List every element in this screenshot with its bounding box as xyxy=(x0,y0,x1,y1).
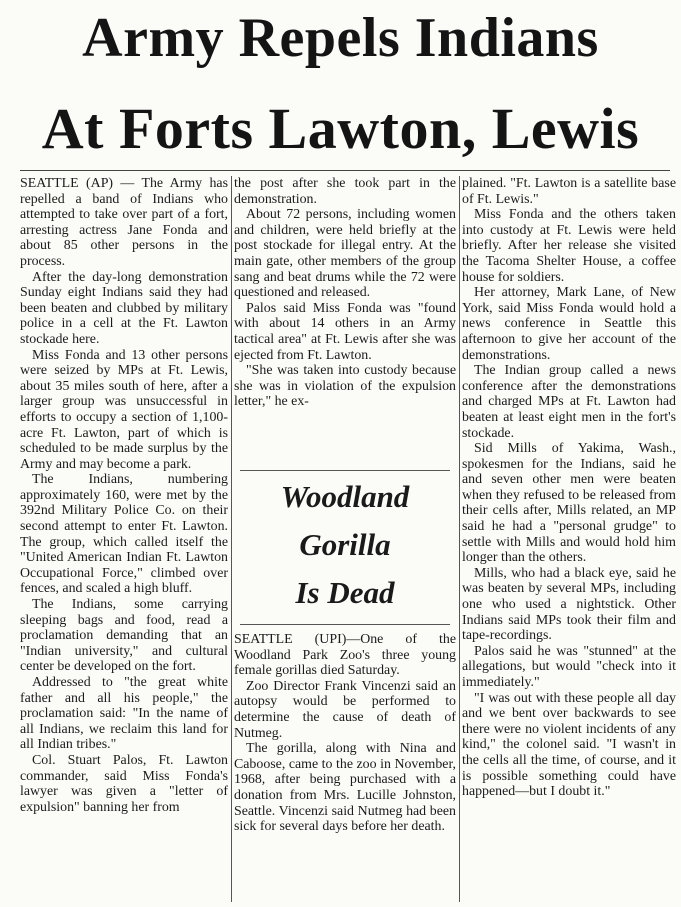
sidebar-headline-line-3: Is Dead xyxy=(295,575,395,610)
story-column-3 xyxy=(462,176,676,906)
story-paragraph: The Indians, some carrying sleeping bags and food, read a proclamation demanding that an "Indian university," and cultural center be developed on the fort. xyxy=(20,597,228,675)
column-divider-2 xyxy=(459,176,460,902)
story-paragraph: The Indians, numbering approximately 160, were met by the 392nd Military Police Co. on their second attempt to enter Ft. Lawton. The group, which called itself the "United American Indian Ft. Lawton Occupational Force," climbed over fences, and scaled a high bluff. xyxy=(20,472,228,597)
story-paragraph: About 72 persons, including women and children, were held briefly at the post stockade for illegal entry. At the main gate, other members of the group sang and beat drums while the 72 were questioned and released. xyxy=(234,207,456,301)
story-paragraph: "I was out with these people all day and we bent over backwards to see there were no violent incidents of any kind," the colonel said. "I wasn't in the cells all the time, of course, and it is possible something could have happened—but I doubt it." xyxy=(462,690,676,800)
story-paragraph: SEATTLE (AP) — The Army has repelled a band of Indians who attempted to take over part of a fort, arresting actress Jane Fonda and about 85 other persons in the process. xyxy=(20,176,228,269)
sidebar-paragraph: Zoo Director Frank Vincenzi said an autopsy would be performed to determine the cause of death of Nutmeg. xyxy=(234,678,456,741)
story-paragraph: "She was taken into custody because she was in violation of the expulsion letter," he ex- xyxy=(234,363,456,410)
story-paragraph: plained. "Ft. Lawton is a satellite base of Ft. Lewis." xyxy=(462,176,676,207)
story-paragraph: Col. Stuart Palos, Ft. Lawton commander, said Miss Fonda's lawyer was given a "letter of expulsion" banning her from xyxy=(20,752,228,815)
column-divider-1 xyxy=(231,176,232,902)
headline-line-2: At Forts Lawton, Lewis xyxy=(41,96,640,161)
story-paragraph: Palos said he was "stunned" at the allegations, but would "check into it immediately." xyxy=(462,643,676,690)
story-paragraph: Her attorney, Mark Lane, of New York, said Miss Fonda would hold a news conference in Seattle this afternoon to give her account of the demonstrations. xyxy=(462,285,676,363)
sidebar-paragraph: SEATTLE (UPI)—One of the Woodland Park Zoo's three young female gorillas died Saturday. xyxy=(234,632,456,679)
sidebar-headline-line-2: Gorilla xyxy=(299,527,391,562)
story-paragraph: Mills, who had a black eye, said he was beaten by several MPs, including one who used a nightstick. Other Indians said MPs took their film and tape-recordings. xyxy=(462,565,676,644)
story-paragraph: Addressed to "the great white father and all his people," the proclamation said: "In the name of all Indians, we reclaim this land for all Indian tribes." xyxy=(20,675,228,753)
story-paragraph: After the day-long demonstration Sunday eight Indians said they had been beaten and clubbed by military police in a cell at the Ft. Lawton stockade here. xyxy=(20,269,228,347)
story-paragraph: Miss Fonda and the others taken into custody at Ft. Lewis were held briefly. After her release she visited the Tacoma Shelter House, a coffee house for soldiers. xyxy=(462,207,676,285)
story-paragraph: Palos said Miss Fonda was "found with about 14 others in an Army tactical area" at Ft. Lewis after she was ejected from Ft. Lawton. xyxy=(234,300,456,363)
sidebar-bottom-rule xyxy=(240,624,450,625)
story-paragraph: the post after she took part in the demonstration. xyxy=(234,176,456,207)
story-paragraph: Sid Mills of Yakima, Wash., spokesmen for the Indians, said he and seven other men were beaten when they refused to be released from their cells after, Mills related, an MP said he had a "personal grudge" to settle with Mills and would hold him longer than the others. xyxy=(462,441,676,566)
story-paragraph: The Indian group called a news conference after the demonstrations and charged MPs at Ft. Lawton had beaten at least eight men in the fort's stockade. xyxy=(462,363,676,441)
sidebar-headline-line-1: Woodland xyxy=(280,479,410,514)
sidebar-top-rule xyxy=(240,470,450,471)
story-column-1 xyxy=(20,176,228,906)
headline-line-1: Army Repels Indians xyxy=(82,7,599,69)
story-column-2 xyxy=(234,176,456,476)
story-paragraph: Miss Fonda and 13 other persons were seized by MPs at Ft. Lewis, about 35 miles south of here, after a larger group was unsuccessful in efforts to occupy a section of 1,100-acre Ft. Lawton, part of which is scheduled to be made surplus by the Army and may become a park. xyxy=(20,347,228,472)
sidebar-story xyxy=(234,632,456,902)
sidebar-paragraph: The gorilla, along with Nina and Caboose, came to the zoo in November, 1968, after being purchased with a donation from Mrs. Lucille Johnston, Seattle. Vincenzi said Nutmeg had been sick for several days before her death. xyxy=(234,741,456,835)
headline-rule xyxy=(20,170,670,171)
